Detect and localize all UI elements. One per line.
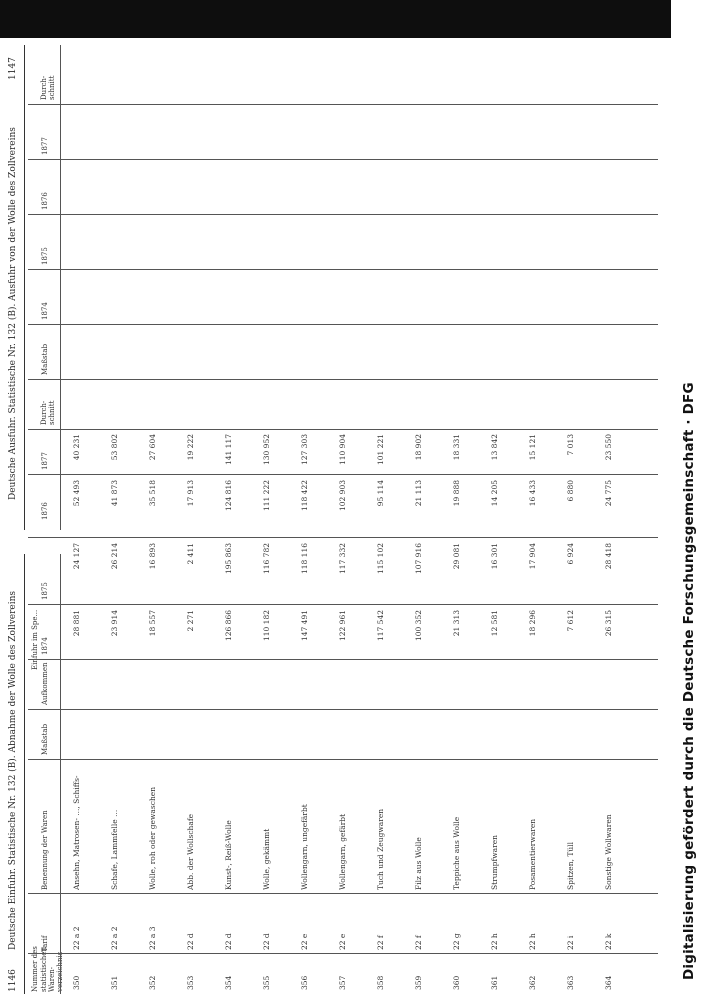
row-value-1877: 18 902 (414, 434, 423, 461)
left-divider-5 (28, 659, 658, 660)
row-name: Abb. der Wollschafe (186, 813, 195, 890)
row-value-1877: 40 231 (72, 434, 81, 461)
row-name: Filz aus Wolle (414, 837, 423, 890)
row-value-1874: 126 866 (224, 610, 233, 642)
row-value-1876: 41 873 (110, 480, 119, 507)
right-col-header-4: 1874 (41, 302, 49, 320)
left-page-number: 1146 (8, 969, 18, 992)
row-number: 352 (148, 975, 157, 990)
left-col-header-rule (60, 554, 61, 994)
row-value-1875: 195 863 (224, 543, 233, 575)
row-number: 359 (414, 975, 423, 990)
page-gutter-divider (28, 537, 658, 538)
row-value-1876: 14 205 (490, 480, 499, 507)
dfg-watermark (680, 120, 698, 1000)
right-divider-2 (28, 429, 658, 430)
row-name: Teppiche aus Wolle (452, 816, 461, 890)
row-number: 354 (224, 975, 233, 990)
row-value-1876: 95 114 (376, 480, 385, 507)
left-col-header-6: 1874 (41, 637, 49, 655)
row-tarif: 22 k (604, 933, 613, 950)
row-tarif: 22 d (224, 933, 233, 950)
row-value-1875: 115 102 (376, 543, 385, 575)
row-tarif: 22 i (566, 935, 575, 950)
left-divider-4 (28, 709, 658, 710)
dfg-watermark-text: Digitalisierung gefördert durch die Deutsche Forschungsgemeinschaft · DFG (681, 382, 697, 980)
row-value-1876: 17 913 (186, 480, 195, 507)
left-col-header-1: statistischen Waren-verzeichnis (40, 947, 64, 992)
left-col-header-3: Benennung der Waren (41, 810, 49, 890)
rotated-document (0, 40, 670, 1000)
row-value-1877: 101 221 (376, 434, 385, 466)
row-value-1876: 102 903 (338, 480, 347, 512)
row-value-1874: 26 315 (604, 610, 613, 637)
row-name: Wolle, gekämmt (262, 828, 271, 890)
row-name: Wollengarn, ungefärbt (300, 804, 309, 890)
right-divider-5 (28, 269, 658, 270)
right-divider-3 (28, 379, 658, 380)
row-name: Strumpfwaren (490, 834, 499, 890)
right-col-header-8: Durch-schnitt (40, 75, 56, 100)
row-value-1874: 110 182 (262, 610, 271, 642)
left-col-header-5: Aufkommen (41, 662, 49, 705)
row-name: Sonstige Wollwaren (604, 814, 613, 890)
row-name: Ansehn, Matrosen- ..., Schiffs- (72, 775, 81, 890)
row-value-1876: 16 433 (528, 480, 537, 507)
row-name: Wollengarn, gefärbt (338, 813, 347, 890)
row-name: Schafe, Lammfelle ... (110, 809, 119, 890)
row-value-1874: 100 352 (414, 610, 423, 642)
row-value-1877: 15 121 (528, 434, 537, 461)
left-col-header-7: 1875 (41, 582, 49, 600)
row-number: 353 (186, 975, 195, 990)
left-divider-1 (28, 953, 658, 954)
scanner-top-bar (0, 0, 707, 38)
row-name: Wolle, roh oder gewaschen (148, 786, 157, 890)
row-value-1875: 2 411 (186, 543, 195, 565)
row-value-1876: 19 888 (452, 480, 461, 507)
right-divider-6 (28, 214, 658, 215)
row-name: Kunst-, Reiß-Wolle (224, 820, 233, 890)
row-tarif: 22 h (490, 933, 499, 950)
right-col-header-6: 1876 (41, 192, 49, 210)
left-header-rule (24, 554, 25, 994)
row-value-1874: 21 313 (452, 610, 461, 637)
right-col-header-7: 1877 (41, 137, 49, 155)
row-number: 362 (528, 975, 537, 990)
row-name: Posamentierwaren (528, 818, 537, 890)
row-value-1875: 116 782 (262, 543, 271, 575)
row-value-1874: 12 581 (490, 610, 499, 637)
row-tarif: 22 f (376, 935, 385, 950)
row-value-1877: 110 904 (338, 434, 347, 466)
row-value-1875: 28 418 (604, 543, 613, 570)
row-value-1876: 124 816 (224, 480, 233, 512)
row-value-1876: 21 113 (414, 480, 423, 507)
row-value-1876: 35 518 (148, 480, 157, 507)
row-tarif: 22 f (414, 935, 423, 950)
right-divider-7 (28, 159, 658, 160)
row-value-1875: 16 301 (490, 543, 499, 570)
left-col-header-8: Einfuhr im Spe... (31, 609, 39, 670)
row-tarif: 22 e (300, 933, 309, 950)
left-col-header-4: Maßstab (41, 723, 49, 755)
scanned-table-sheet (0, 40, 670, 1000)
row-value-1875: 6 924 (566, 543, 575, 565)
row-tarif: 22 d (262, 933, 271, 950)
row-value-1877: 13 842 (490, 434, 499, 461)
right-col-header-2: Durch-schnitt (40, 400, 56, 425)
right-col-header-3: Maßstab (41, 343, 49, 375)
row-value-1874: 122 961 (338, 610, 347, 642)
row-tarif: 22 g (452, 933, 461, 950)
row-value-1876: 24 775 (604, 480, 613, 507)
row-number: 361 (490, 975, 499, 990)
row-value-1877: 7 013 (566, 434, 575, 456)
row-tarif: 22 a 3 (148, 926, 157, 950)
left-divider-2 (28, 893, 658, 894)
right-page-header: Deutsche Ausfuhr. Statistische Nr. 132 (B). Ausfuhr von der Wolle des Zollvereins (8, 127, 18, 500)
row-value-1876: 111 222 (262, 480, 271, 512)
row-value-1877: 53 802 (110, 434, 119, 461)
right-col-header-5: 1875 (41, 247, 49, 265)
left-divider-6 (28, 604, 658, 605)
row-number: 358 (376, 975, 385, 990)
row-value-1874: 28 881 (72, 610, 81, 637)
right-col-header-0: 1876 (41, 502, 49, 520)
row-tarif: 22 e (338, 933, 347, 950)
row-value-1877: 127 303 (300, 434, 309, 466)
row-number: 350 (72, 975, 81, 990)
row-number: 356 (300, 975, 309, 990)
row-tarif: 22 a 2 (110, 926, 119, 950)
row-value-1874: 117 542 (376, 610, 385, 642)
row-value-1874: 7 612 (566, 610, 575, 632)
right-divider-8 (28, 104, 658, 105)
row-tarif: 22 d (186, 933, 195, 950)
row-tarif: 22 h (528, 933, 537, 950)
row-number: 360 (452, 975, 461, 990)
row-value-1877: 18 331 (452, 434, 461, 461)
row-value-1875: 117 332 (338, 543, 347, 575)
row-value-1874: 147 491 (300, 610, 309, 642)
row-value-1875: 107 916 (414, 543, 423, 575)
row-number: 355 (262, 975, 271, 990)
row-value-1874: 23 914 (110, 610, 119, 637)
row-value-1875: 17 904 (528, 543, 537, 570)
row-value-1875: 29 081 (452, 543, 461, 570)
row-value-1875: 24 127 (72, 543, 81, 570)
row-value-1875: 16 893 (148, 543, 157, 570)
left-col-header-0: Nummer des (31, 946, 39, 992)
row-value-1874: 2 271 (186, 610, 195, 632)
row-value-1877: 130 952 (262, 434, 271, 466)
row-tarif: 22 a 2 (72, 926, 81, 950)
right-header-rule (24, 45, 25, 530)
row-name: Spitzen, Tüll (566, 842, 575, 890)
row-number: 364 (604, 975, 613, 990)
row-value-1877: 141 117 (224, 434, 233, 466)
row-name: Tuch und Zeugwaren (376, 808, 385, 890)
row-value-1876: 52 493 (72, 480, 81, 507)
row-value-1875: 26 214 (110, 543, 119, 570)
row-value-1874: 18 296 (528, 610, 537, 637)
left-page-header: Deutsche Einfuhr. Statistische Nr. 132 (B). Abnahme der Wolle des Zollvereins (8, 590, 18, 950)
row-value-1876: 118 422 (300, 480, 309, 512)
row-number: 363 (566, 975, 575, 990)
left-col-header-2: Tarif (41, 935, 49, 952)
row-value-1875: 118 116 (300, 543, 309, 575)
right-col-header-1: 1877 (41, 452, 49, 470)
row-number: 351 (110, 975, 119, 990)
right-divider-1 (28, 474, 658, 475)
row-value-1877: 19 222 (186, 434, 195, 461)
row-value-1876: 6 880 (566, 480, 575, 502)
row-value-1877: 27 604 (148, 434, 157, 461)
row-number: 357 (338, 975, 347, 990)
row-value-1877: 23 550 (604, 434, 613, 461)
row-value-1874: 18 557 (148, 610, 157, 637)
left-divider-3 (28, 759, 658, 760)
right-col-header-rule (60, 45, 61, 530)
right-divider-4 (28, 324, 658, 325)
right-page-number: 1147 (8, 57, 18, 80)
